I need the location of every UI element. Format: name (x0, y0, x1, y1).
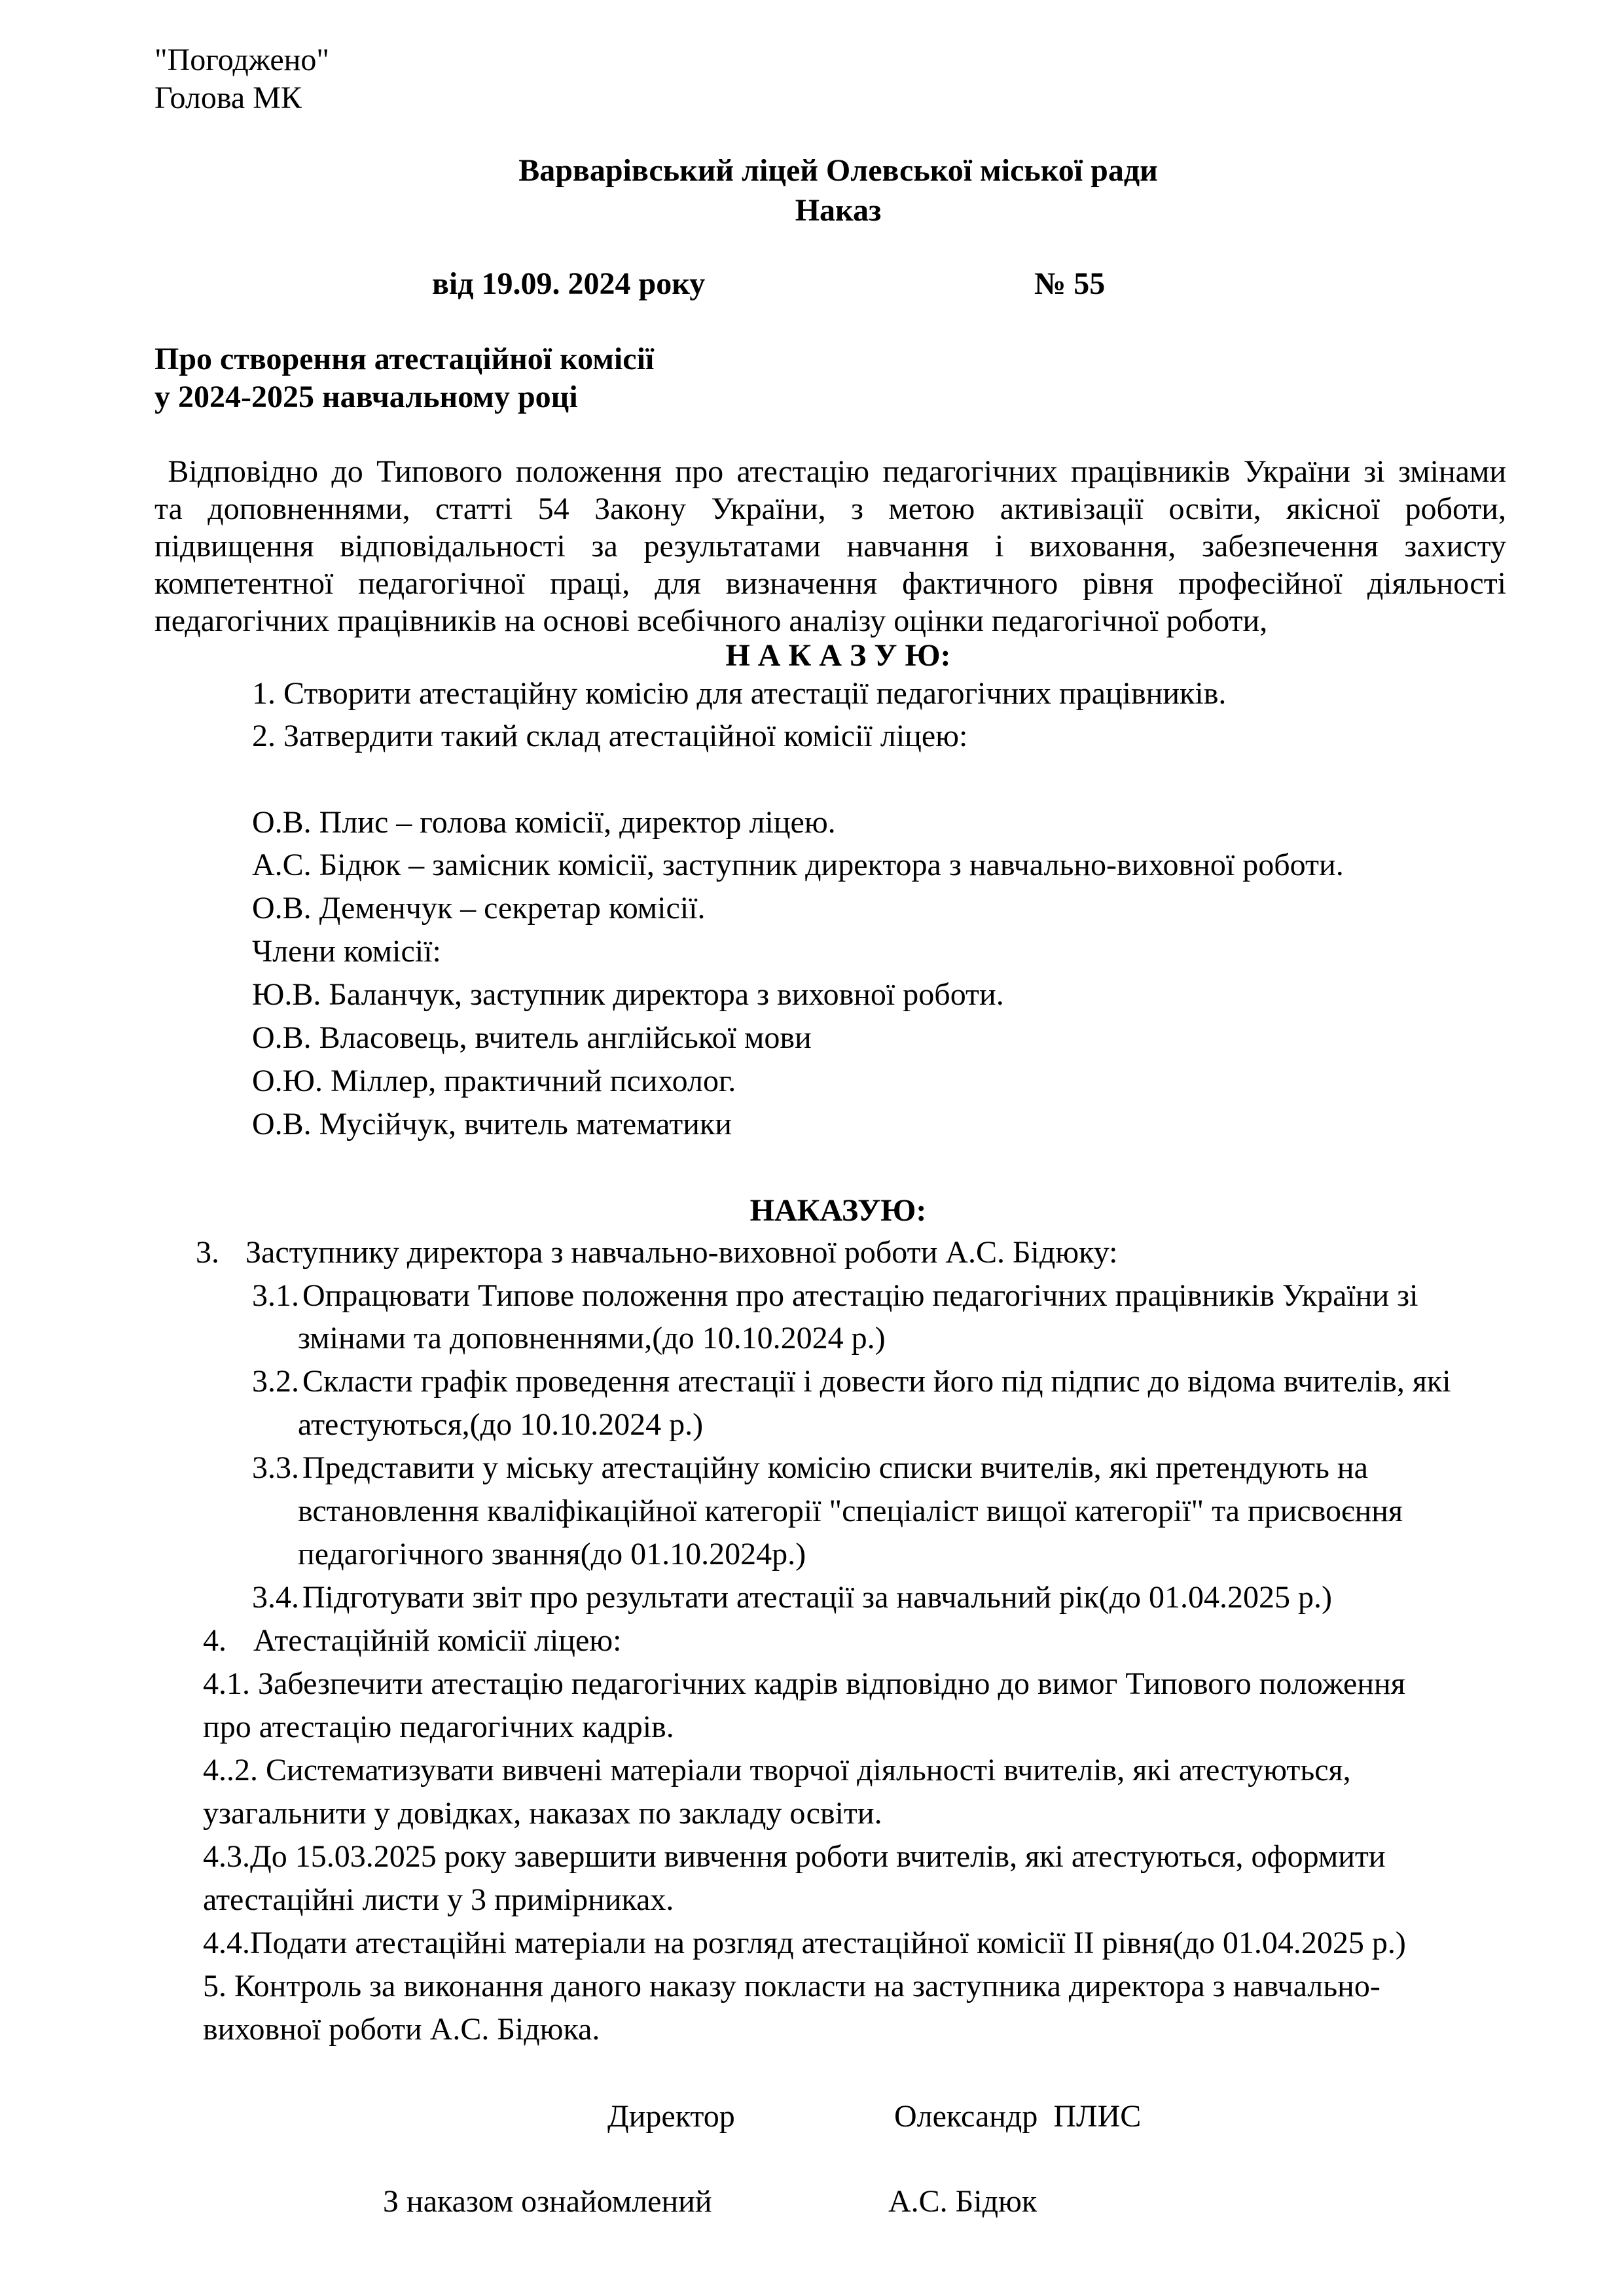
section-4-number: 4. (203, 1623, 226, 1658)
item-4-2-line: узагальнити у довідках, наказах по закладу освіти. (203, 1796, 882, 1831)
item-3-2-line: атестуються,(до 10.10.2024 р.) (298, 1407, 704, 1442)
signature-role: Директор (607, 2099, 735, 2134)
document-type: Наказ (795, 193, 882, 228)
commission-member: О.В. Власовець, вчитель англійської мови (252, 1020, 812, 1055)
commission-member: О.В. Мусійчук, вчитель математики (252, 1107, 732, 1141)
approval-line-1: "Погоджено" (154, 43, 329, 77)
commission-member: О.В. Деменчук – секретар комісії. (252, 891, 706, 925)
preamble (154, 453, 1506, 639)
item-3-4-number: 3.4. (252, 1580, 299, 1615)
item-3-1-line: змінами та доповненнями,(до 10.10.2024 р.) (298, 1321, 886, 1355)
preamble-line: педагогічних працівників на основі всебічного аналізу оцінки педагогічної роботи, (154, 603, 1268, 638)
section-3-title: Заступнику директора з навчально-виховної роботи А.С. Бідюку: (245, 1235, 1118, 1270)
preamble-line: та доповненнями, статті 54 Закону України, з метою активізації освіти, якісної роботи, (154, 492, 1506, 526)
section-5-line: виховної роботи А.С. Бідюка. (203, 2012, 600, 2047)
item-4-3-line: 4.3.До 15.03.2025 року завершити вивчення роботи вчителів, які атестуються, оформити (203, 1839, 1386, 1874)
item-3-3-number: 3.3. (252, 1450, 299, 1485)
order-heading-2: НАКАЗУЮ: (749, 1193, 927, 1228)
item-3-3-line: встановлення кваліфікаційної категорії "спеціаліст вищої категорії" та присвоєння (298, 1494, 1403, 1528)
commission-member: Ю.В. Баланчук, заступник директора з виховної роботи. (252, 977, 1004, 1012)
preamble-line: Відповідно до Типового положення про атестацію педагогічних працівників України зі змінами (154, 454, 1506, 489)
order-number: № 55 (1034, 266, 1106, 301)
approval-line-2: Голова МК (154, 81, 302, 115)
item-3-3-line: педагогічного звання(до 01.10.2024р.) (298, 1537, 806, 1571)
acknowledged-label: З наказом ознайомлений (383, 2184, 712, 2219)
item-3-1-number: 3.1. (252, 1278, 299, 1313)
item-1: 1. Створити атестаційну комісію для атестації педагогічних працівників. (252, 676, 1227, 711)
commission-member: О.Ю. Міллер, практичний психолог. (252, 1064, 736, 1098)
item-4-3-line: атестаційні листи у 3 примірниках. (203, 1882, 674, 1917)
order-heading-1: Н А К А З У Ю: (725, 638, 951, 673)
item-3-3-line: Представити у міську атестаційну комісію списки вчителів, які претендують на (302, 1450, 1368, 1485)
commission-member: О.В. Плис – голова комісії, директор ліцею. (252, 805, 836, 840)
item-4-1-line: 4.1. Забезпечити атестацію педагогічних кадрів відповідно до вимог Типового положення (203, 1666, 1405, 1701)
item-4-4-line: 4.4.Подати атестаційні матеріали на розгляд атестаційної комісії ІІ рівня(до 01.04.2025 р.) (203, 1926, 1406, 1960)
preamble-line: компетентної педагогічної праці, для визначення фактичного рівня професійної діяльності (154, 566, 1506, 601)
item-2: 2. Затвердити такий склад атестаційної комісії ліцею: (252, 719, 968, 753)
section-4-title: Атестаційній комісії ліцею: (253, 1623, 622, 1658)
item-3-2-line: Скласти графік проведення атестації і довести його під підпис до відома вчителів, які (302, 1364, 1451, 1399)
item-3-2-number: 3.2. (252, 1364, 299, 1399)
order-date: від 19.09. 2024 року (432, 266, 706, 301)
item-4-2-line: 4..2. Систематизувати вивчені матеріали творчої діяльності вчителів, які атестуються, (203, 1753, 1351, 1787)
school-name: Варварівський ліцей Олевської міської ради (518, 153, 1158, 188)
item-3-1-line: Опрацювати Типове положення про атестацію педагогічних працівників України зі (302, 1278, 1418, 1313)
item-3-4-line: Підготувати звіт про результати атестації за навчальний рік(до 01.04.2025 р.) (302, 1580, 1333, 1615)
section-5-line: 5. Контроль за виконання даного наказу покласти на заступника директора з навчально- (203, 1969, 1380, 2003)
commission-member: А.С. Бідюк – замісник комісії, заступник директора з навчально-виховної роботи. (252, 848, 1344, 882)
subject-line-1: Про створення атестаційної комісії (154, 342, 655, 376)
signature-name: Олександр ПЛИС (894, 2099, 1142, 2134)
subject-line-2: у 2024-2025 навчальному році (154, 380, 578, 414)
item-4-1-line: про атестацію педагогічних кадрів. (203, 1710, 674, 1744)
acknowledged-name: А.С. Бідюк (888, 2184, 1038, 2219)
preamble-line: підвищення відповідальності за результатами навчання і виховання, забезпечення захисту (154, 529, 1506, 564)
commission-members-label: Члени комісії: (252, 934, 441, 969)
section-3-number: 3. (196, 1235, 219, 1270)
